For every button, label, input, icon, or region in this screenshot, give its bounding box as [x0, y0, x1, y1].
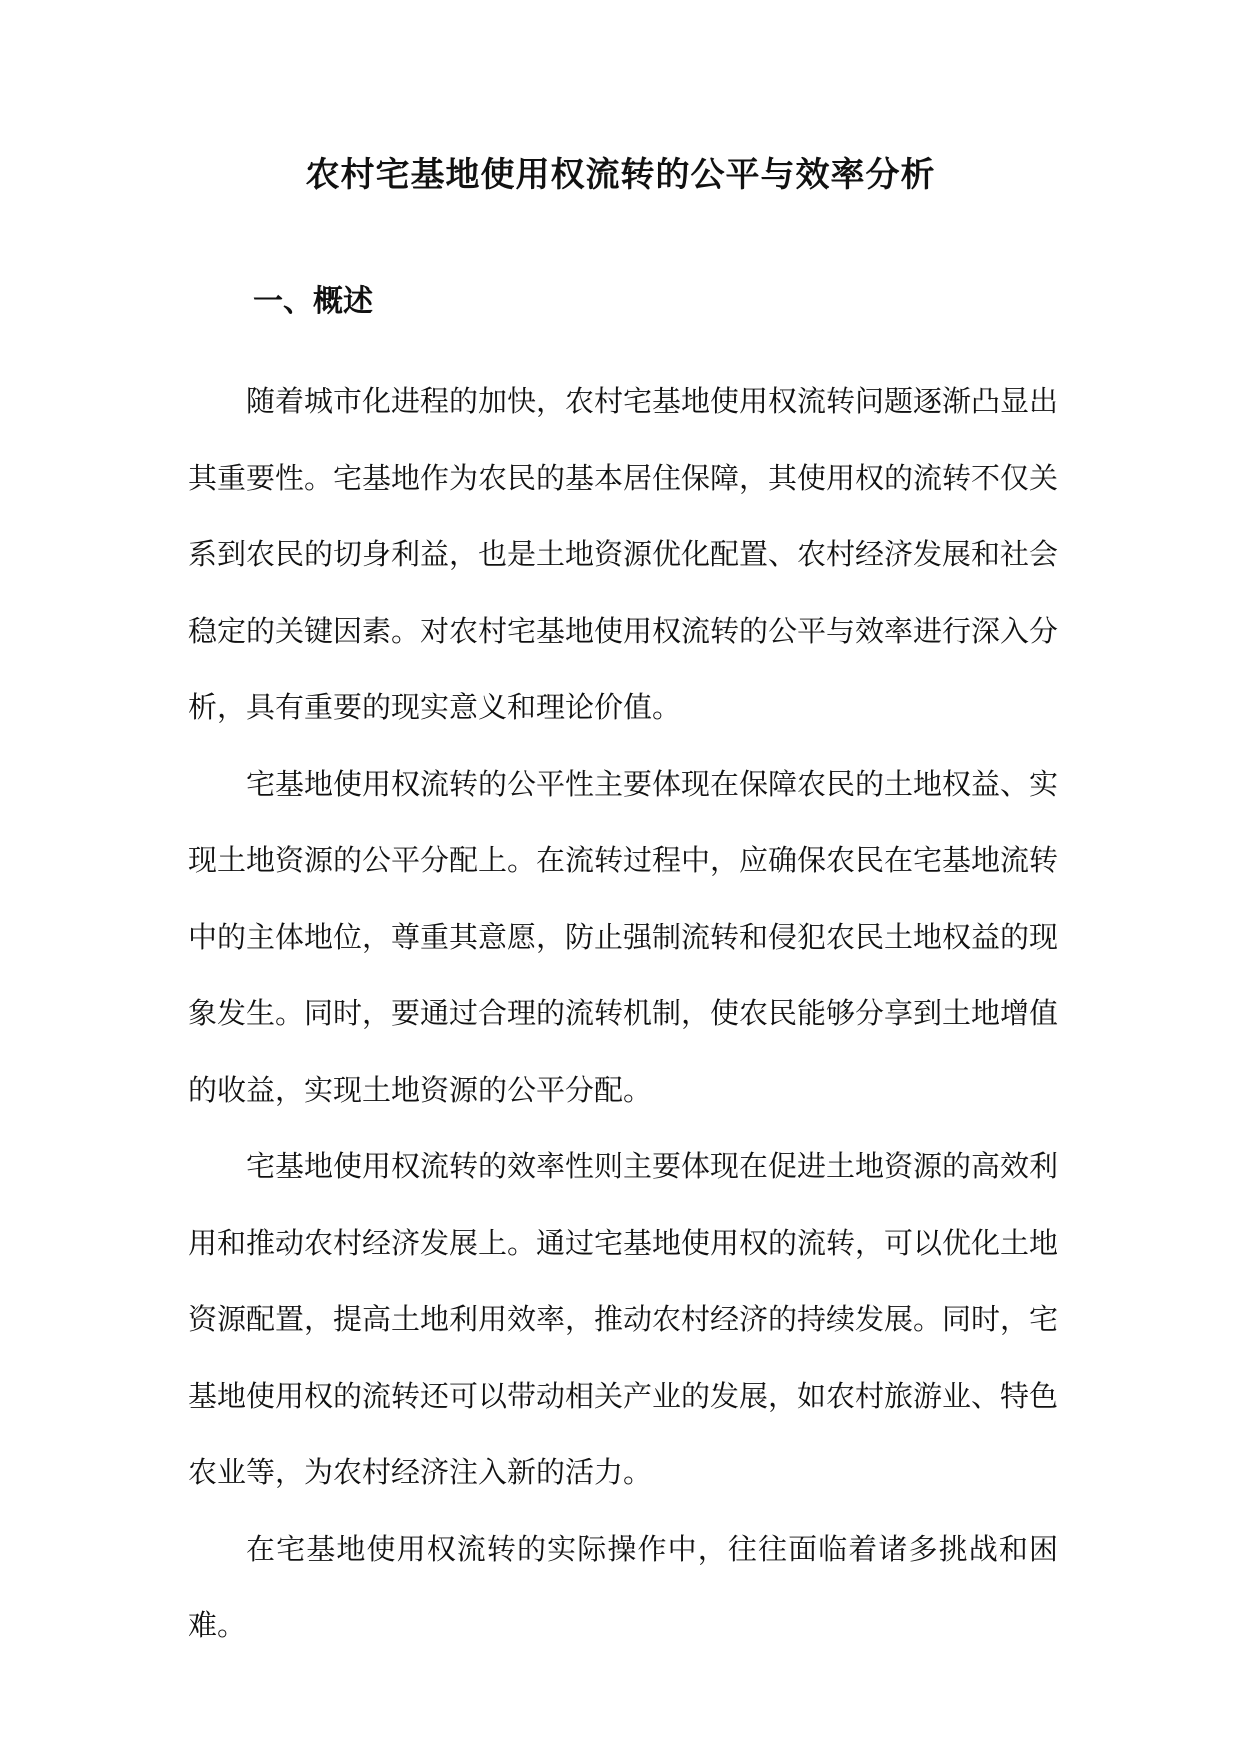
document-body [188, 363, 1058, 1664]
paragraph: 宅基地使用权流转的公平性主要体现在保障农民的土地权益、实现土地资源的公平分配上。在流转过程中，应确保农民在宅基地流转中的主体地位，尊重其意愿，防止强制流转和侵犯农民土地权益的现象发生。同时，要通过合理的流转机制，使农民能够分享到土地增值的收益，实现土地资源的公平分配。 [188, 766, 1059, 1107]
paragraph: 在宅基地使用权流转的实际操作中，往往面临着诸多挑战和困难。 [188, 1531, 1058, 1642]
paragraph: 随着城市化进程的加快，农村宅基地使用权流转问题逐渐凸显出其重要性。宅基地作为农民的基本居住保障，其使用权的流转不仅关系到农民的切身利益，也是土地资源优化配置、农村经济发展和社会稳定的关键因素。对农村宅基地使用权流转的公平与效率进行深入分析，具有重要的现实意义和理论价值。 [188, 384, 1059, 724]
paragraph: 宅基地使用权流转的效率性则主要体现在促进土地资源的高效利用和推动农村经济发展上。通过宅基地使用权的流转，可以优化土地资源配置，提高土地利用效率，推动农村经济的持续发展。同时，宅基地使用权的流转还可以带动相关产业的发展，如农村旅游业、特色农业等，为农村经济注入新的活力。 [188, 1149, 1059, 1489]
document-title: 农村宅基地使用权流转的公平与效率分析 [305, 155, 936, 195]
section-heading: 一、概述 [253, 284, 373, 319]
